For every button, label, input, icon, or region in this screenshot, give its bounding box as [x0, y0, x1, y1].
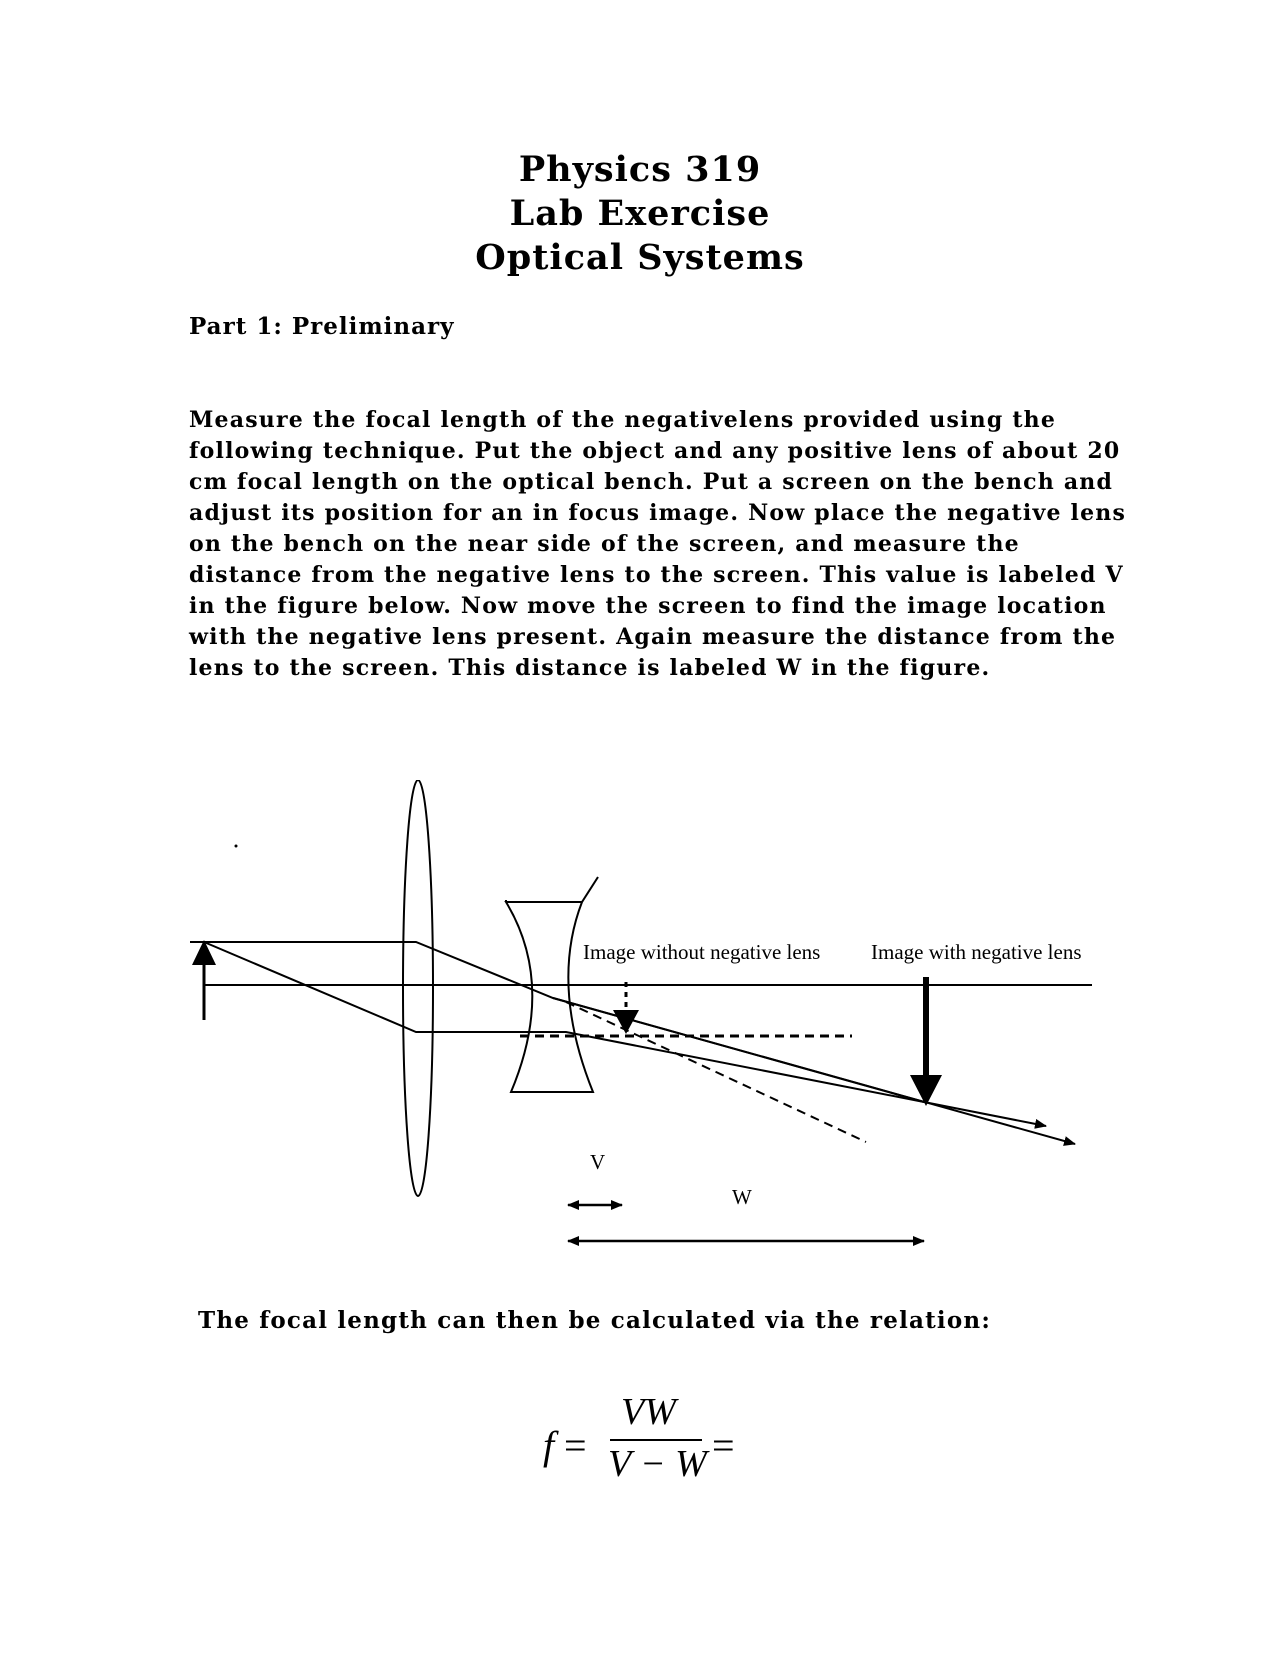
paragraph-line: in the figure below. Now move the screen to find the image location [189, 593, 1107, 619]
label-image-with: Image with negative lens [871, 940, 1082, 964]
section-heading: Part 1: Preliminary [189, 313, 455, 340]
label-w: W [732, 1185, 752, 1209]
optics-diagram [0, 780, 1280, 1260]
label-image-without: Image without negative lens [583, 940, 821, 964]
fraction-bar [610, 1439, 702, 1441]
equation-trailing-equals: = [712, 1423, 735, 1468]
title-line-topic: Optical Systems [475, 237, 805, 278]
stray-mark [235, 845, 238, 848]
object-arrow [192, 940, 216, 1020]
instructions-paragraph [189, 405, 1199, 684]
page-title [0, 148, 1280, 280]
paragraph-line: Measure the focal length of the negativelens provided using the [189, 407, 1057, 433]
equation-numerator: VW [621, 1391, 676, 1433]
positive-lens [403, 780, 433, 1196]
ray-refracted-upper [924, 1102, 1046, 1126]
equation-denominator: V − W [608, 1443, 707, 1485]
title-line-course: Physics 319 [518, 149, 762, 190]
label-v: V [590, 1150, 606, 1174]
focal-length-equation [540, 1392, 760, 1492]
equation-lhs: f [543, 1423, 555, 1468]
paragraph-line: on the bench on the near side of the screen, and measure the [189, 531, 1020, 557]
title-line-type: Lab Exercise [509, 193, 771, 234]
paragraph-line: with the negative lens present. Again measure the distance from the [189, 624, 1117, 650]
ray-parallel [190, 942, 924, 1102]
image-without-arrow [613, 982, 639, 1034]
paragraph-line: adjust its position for an in focus image. Now place the negative lens [189, 500, 1127, 526]
ray-central [204, 942, 924, 1102]
relation-sentence: The focal length can then be calculated via the relation: [198, 1307, 992, 1334]
paragraph-line: cm focal length on the optical bench. Put a screen on the bench and [189, 469, 1114, 495]
image-with-arrow [910, 977, 942, 1106]
paragraph-line: distance from the negative lens to the screen. This value is labeled V [189, 562, 1124, 588]
paragraph-line: following technique. Put the object and any positive lens of about 20 [189, 438, 1121, 464]
equation-equals: = [564, 1423, 587, 1468]
paragraph-line: lens to the screen. This distance is labeled W in the figure. [189, 655, 991, 681]
